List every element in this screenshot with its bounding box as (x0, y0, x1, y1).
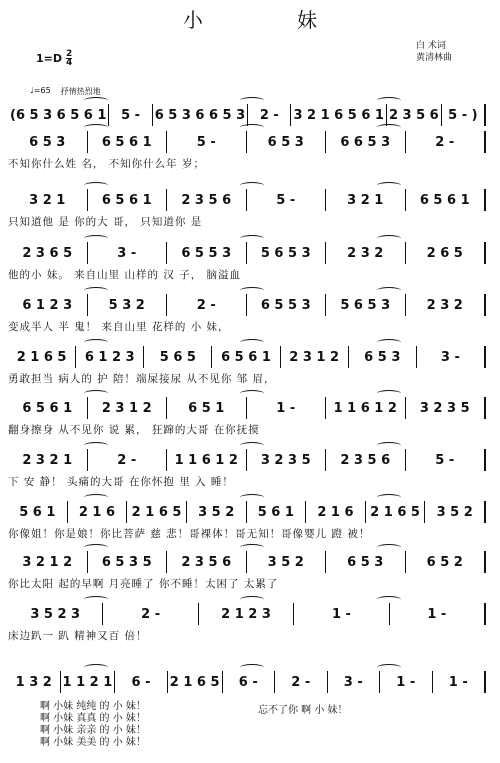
slur-mark (84, 664, 108, 671)
measure: 3 5 2 (424, 501, 486, 523)
tempo-expression: 抒情热烈地 (60, 87, 101, 96)
measure: 5 - ) (441, 104, 486, 126)
measure: 5 - (246, 189, 326, 211)
score-row (8, 594, 486, 646)
slur-mark (240, 235, 264, 242)
measure: 3 - (87, 242, 167, 264)
measure: 2 - (166, 294, 246, 316)
measure: 2 1 6 5 (16, 349, 67, 365)
measure: 6 5 3 5 (87, 551, 167, 573)
chorus-line: 啊 小妹 美美 的 小 妹！ (40, 737, 146, 748)
measure: 2 3 2 (405, 294, 487, 316)
score-row (8, 440, 486, 492)
slur-mark (84, 494, 108, 501)
measure: 6 - (114, 671, 167, 693)
note-line (8, 132, 486, 152)
measure: 2 - (405, 131, 487, 153)
measure: 2 1 2 3 (198, 603, 293, 625)
time-denominator: 4 (66, 58, 73, 68)
note-line (8, 502, 486, 522)
slur-mark (377, 235, 401, 242)
score-row (8, 122, 486, 174)
slur-mark (84, 596, 108, 603)
lyric-line: 他的小 妹。 来自山里 山样的 汉 子， 脑溢血 (8, 269, 242, 281)
slur-mark (377, 596, 401, 603)
measure: 6 1 2 3 (22, 297, 73, 313)
measure: 2 6 5 (405, 242, 487, 264)
slur-mark (377, 287, 401, 294)
measure: 6 5 6 1 (405, 189, 487, 211)
measure: 2 - (87, 449, 167, 471)
slur-mark (377, 390, 401, 397)
credits (416, 40, 452, 64)
measure: 3 - (416, 346, 486, 368)
slur-mark (240, 182, 264, 189)
measure: (6 5 3 6 5 6 1 (10, 107, 107, 123)
measure: 3 2 1 2 (22, 554, 73, 570)
chorus-ending-lyric: 忘不了你 啊 小 妹！ (258, 705, 348, 716)
slur-mark (84, 544, 108, 551)
measure: 1 - (246, 397, 326, 419)
slur-mark (377, 494, 401, 501)
key-signature (36, 50, 72, 67)
chorus-line: 啊 小妹 纯纯 的 小 妹！ (40, 701, 146, 712)
measure: 5 - (108, 104, 151, 126)
measure: 2 - (102, 603, 197, 625)
measure: 5 - (166, 131, 246, 153)
song-title: 小 妹 (182, 8, 362, 32)
measure: 2 3 2 1 (22, 452, 73, 468)
measure: 1 1 6 1 2 (325, 397, 405, 419)
slur-mark (377, 182, 401, 189)
slur-mark (84, 235, 108, 242)
measure: 5 6 5 3 (325, 294, 405, 316)
note-line (8, 450, 486, 470)
slur-mark (84, 124, 108, 131)
score-row (8, 233, 486, 285)
measure: 2 1 6 (305, 501, 365, 523)
measure: 1 - (379, 671, 432, 693)
measure: 6 5 6 1 (87, 189, 167, 211)
measure: 5 3 2 (87, 294, 167, 316)
score-row (8, 388, 486, 440)
measure: 3 5 2 (186, 501, 246, 523)
slur-mark (240, 287, 264, 294)
lyric-line: 不知你什么姓 名， 不知你什么年 岁； (8, 158, 206, 170)
measure: 6 - (222, 671, 275, 693)
measure: 1 - (432, 671, 487, 693)
measure: 2 1 6 5 (126, 501, 186, 523)
lyric-line: 床边趴一 趴 精神又百 倍！ (8, 630, 148, 642)
measure: 5 6 5 (143, 346, 211, 368)
measure: 1 3 2 (15, 674, 52, 690)
slur-mark (84, 287, 108, 294)
slur-mark (240, 390, 264, 397)
measure: 6 5 1 (166, 397, 246, 419)
measure: 6 5 6 1 (87, 131, 167, 153)
measure: 2 3 5 6 (166, 551, 246, 573)
measure: 5 - (405, 449, 487, 471)
chorus-line: 啊 小妹 真真 的 小 妹！ (40, 713, 146, 724)
measure: 3 - (327, 671, 380, 693)
measure: 2 - (274, 671, 327, 693)
tempo-bpm: ♩=65 (30, 86, 51, 95)
note-line (8, 672, 486, 692)
measure: 3 2 3 5 (246, 449, 326, 471)
slur-mark (377, 97, 401, 104)
measure: 6 5 3 (348, 346, 416, 368)
slur-mark (377, 339, 401, 346)
measure: 3 2 3 5 (405, 397, 487, 419)
measure: 6 5 6 1 (22, 400, 73, 416)
slur-mark (240, 97, 264, 104)
measure: 1 - (389, 603, 486, 625)
note-line (8, 398, 486, 418)
note-line (8, 347, 486, 367)
measure: 3 2 1 (325, 189, 405, 211)
score-row (8, 180, 486, 232)
measure: 2 - (247, 104, 290, 126)
measure: 1 1 6 1 2 (166, 449, 246, 471)
measure: 6 5 3 6 6 5 3 (152, 104, 247, 126)
key-prefix: 1=D (36, 52, 63, 65)
lyricist-credit: 白 术词 (416, 41, 446, 51)
slur-mark (377, 124, 401, 131)
measure: 2 3 6 5 (22, 245, 73, 261)
note-line (8, 190, 486, 210)
slur-mark (240, 596, 264, 603)
lyric-line: 勇敢担当 病人的 护 陪！端屎接尿 从不见你 邹 眉， (8, 373, 276, 385)
slur-mark (377, 664, 401, 671)
measure: 6 5 5 3 (246, 294, 326, 316)
note-line (8, 295, 486, 315)
slur-mark (240, 544, 264, 551)
slur-mark (84, 442, 108, 449)
measure: 6 5 3 (29, 134, 66, 150)
lyric-line: 你比太阳 起的早啊 月亮睡了 你不睡！太困了 太累了 (8, 578, 279, 590)
measure: 5 6 1 (246, 501, 306, 523)
slur-mark (240, 124, 264, 131)
slur-mark (84, 97, 108, 104)
lyric-line: 翻身擦身 从不见你 说 累， 狂蹿的大哥 在你抚摸 (8, 424, 260, 436)
measure: 2 3 5 6 (325, 449, 405, 471)
measure: 2 3 1 2 (87, 397, 167, 419)
chorus-lyrics (40, 701, 146, 749)
measure: 3 2 1 (29, 192, 66, 208)
slur-mark (240, 442, 264, 449)
measure: 2 3 2 (325, 242, 405, 264)
measure: 6 1 2 3 (75, 346, 143, 368)
slur-mark (377, 442, 401, 449)
slur-mark (240, 664, 264, 671)
measure: 5 6 5 3 (246, 242, 326, 264)
measure: 3 5 2 (246, 551, 326, 573)
lyric-line: 变成半人 半 鬼！ 来自山里 花样的 小 妹， (8, 321, 230, 333)
measure: 2 3 1 2 (280, 346, 348, 368)
slur-mark (84, 339, 108, 346)
score-row (8, 492, 486, 544)
measure: 3 5 2 3 (30, 606, 81, 622)
slur-mark (84, 182, 108, 189)
slur-mark (240, 339, 264, 346)
score-row (8, 542, 486, 594)
measure: 3 2 1 6 5 6 1 (290, 104, 385, 126)
note-line (8, 243, 486, 263)
measure: 6 5 2 (405, 551, 487, 573)
measure: 1 - (293, 603, 388, 625)
lyric-line: 下 安 静！ 头痛的大哥 在你怀抱 里 入 睡！ (8, 476, 234, 488)
measure: 6 5 6 1 (211, 346, 279, 368)
measure: 2 1 6 (67, 501, 127, 523)
measure: 2 1 6 5 (365, 501, 425, 523)
lyric-line: 只知道他 是 你的大 哥， 只知道你 是 (8, 216, 203, 228)
slur-mark (240, 494, 264, 501)
measure: 5 6 1 (19, 504, 56, 520)
note-line (8, 552, 486, 572)
composer-credit: 黄清林曲 (416, 53, 453, 63)
score-row (8, 285, 486, 337)
note-line (8, 604, 486, 624)
time-signature (66, 50, 72, 67)
lyric-line: 你像姐！你是娘！你比菩萨 慈 悲！哥裸体！哥无知！哥像婴儿 蹬 被！ (8, 528, 371, 540)
score-row (8, 337, 486, 389)
measure: 2 3 5 6 (386, 104, 441, 126)
measure: 1 1 2 1 (60, 671, 115, 693)
measure: 6 5 3 (246, 131, 326, 153)
time-numerator: 2 (66, 49, 73, 59)
chorus-line: 啊 小妹 亲亲 的 小 妹！ (40, 725, 146, 736)
slur-mark (84, 390, 108, 397)
measure: 6 5 3 (325, 551, 405, 573)
measure: 6 5 5 3 (166, 242, 246, 264)
measure: 2 3 5 6 (166, 189, 246, 211)
slur-mark (377, 544, 401, 551)
measure: 6 6 5 3 (325, 131, 405, 153)
measure: 2 1 6 5 (167, 671, 222, 693)
